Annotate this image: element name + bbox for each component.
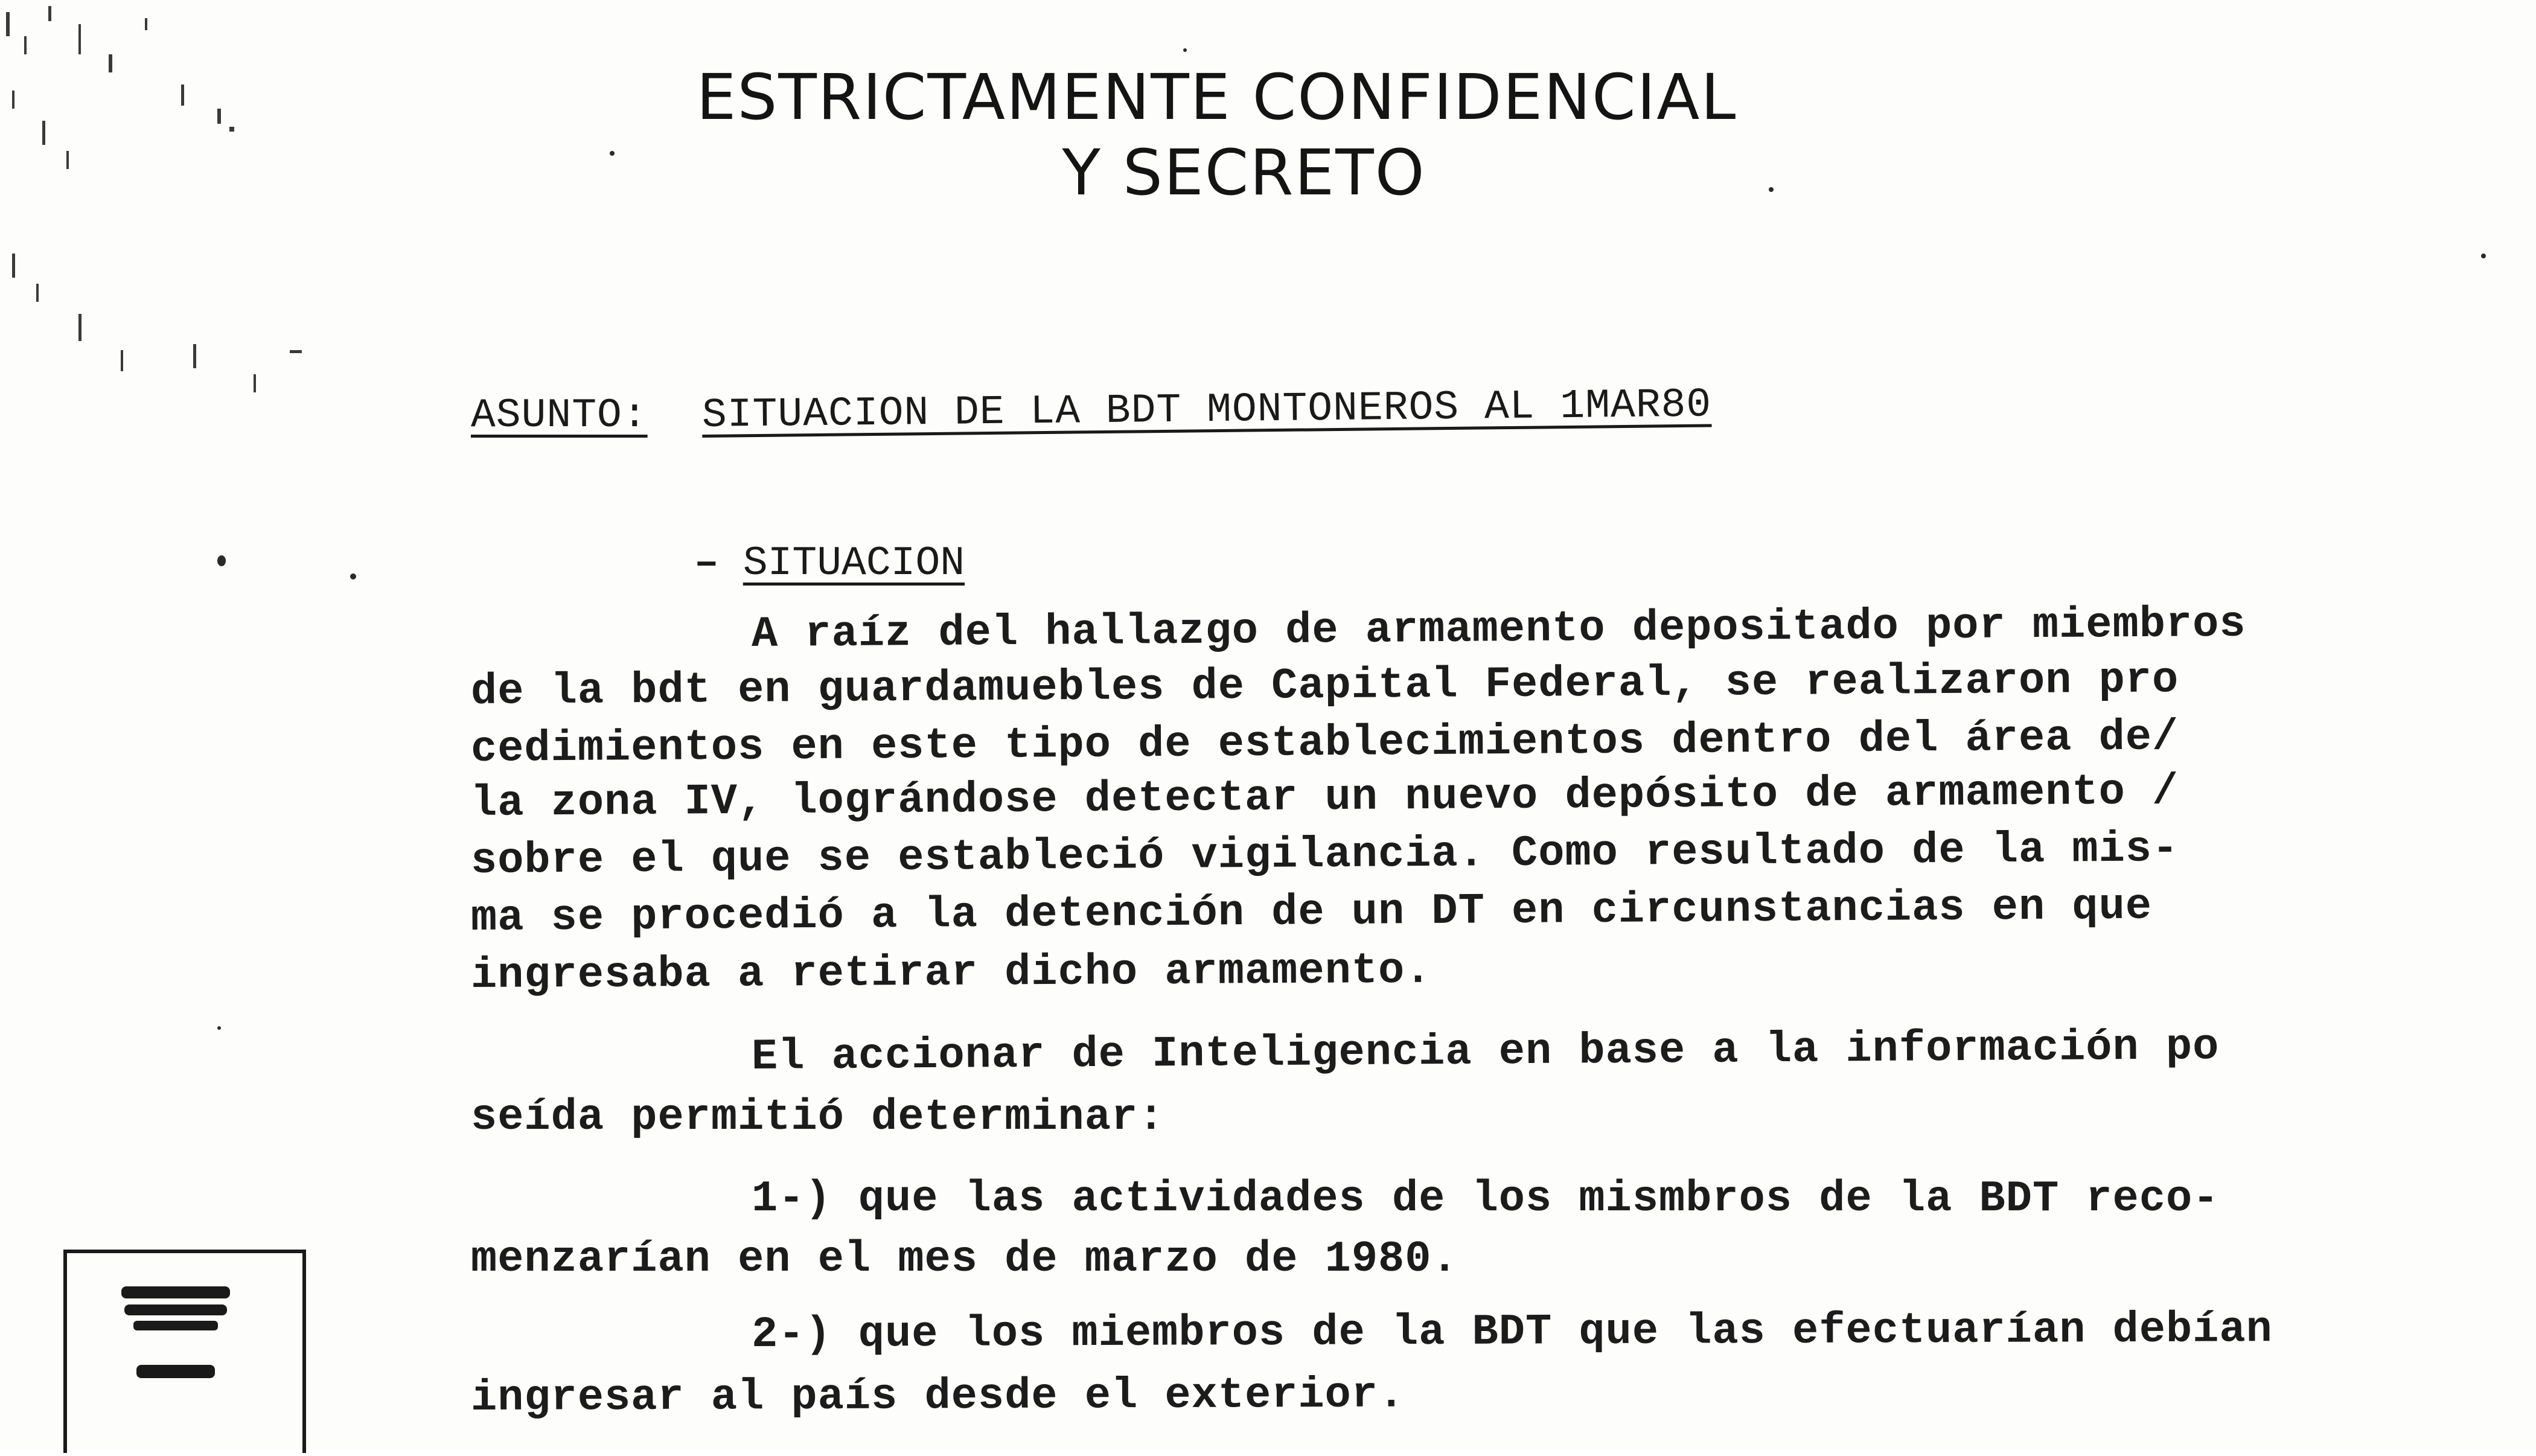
body-line: de la bdt en guardamuebles de Capital Federal, se realizaron pro — [470, 655, 2179, 717]
section-dash: – — [694, 540, 719, 587]
section-heading — [694, 540, 965, 587]
body-line: la zona IV, lográndose detectar un nuevo depósito de armamento / — [470, 767, 2179, 828]
body-line: ma se procedió a la detención de un DT en circunstancias en que — [470, 881, 2153, 943]
section-label: SITUACION — [743, 540, 965, 587]
subject-text: SITUACION DE LA BDT MONTONEROS AL 1MAR80 — [701, 382, 1712, 439]
body-line: 2-) que los miembros de la BDT que las efectuarían debían — [751, 1304, 2273, 1359]
scan-speck — [217, 1026, 221, 1030]
body-line: El accionar de Inteligencia en base a la información po — [751, 1022, 2220, 1082]
confidential-header: ESTRICTAMENTE CONFIDENCIAL — [696, 60, 1737, 134]
body-line: menzarían en el mes de marzo de 1980. — [471, 1234, 1458, 1284]
subject-label: ASUNTO: — [471, 392, 648, 439]
archive-stamp — [63, 1250, 306, 1453]
body-line: cedimientos en este tipo de establecimientos dentro del área de/ — [470, 712, 2179, 774]
scan-speck — [350, 573, 356, 580]
body-line: sobre el que se estableció vigilancia. Como resultado de la mis- — [470, 824, 2179, 886]
secret-header: Y SECRETO — [1062, 136, 1426, 209]
body-line: ingresaba a retirar dicho armamento. — [470, 945, 1432, 1000]
scan-speck — [1183, 48, 1187, 52]
scan-speck — [217, 555, 226, 566]
scan-speck — [2481, 254, 2486, 258]
body-line: A raíz del hallazgo de armamento depositado por miembros — [751, 599, 2246, 659]
body-line: 1-) que las actividades de los mismbros de la BDT reco- — [752, 1174, 2220, 1224]
stamp-marks — [67, 1253, 302, 1453]
body-line: seída permitió determinar: — [471, 1093, 1165, 1142]
subject-line — [471, 382, 1712, 439]
body-line: ingresar al país desde el exterior. — [470, 1370, 1405, 1423]
